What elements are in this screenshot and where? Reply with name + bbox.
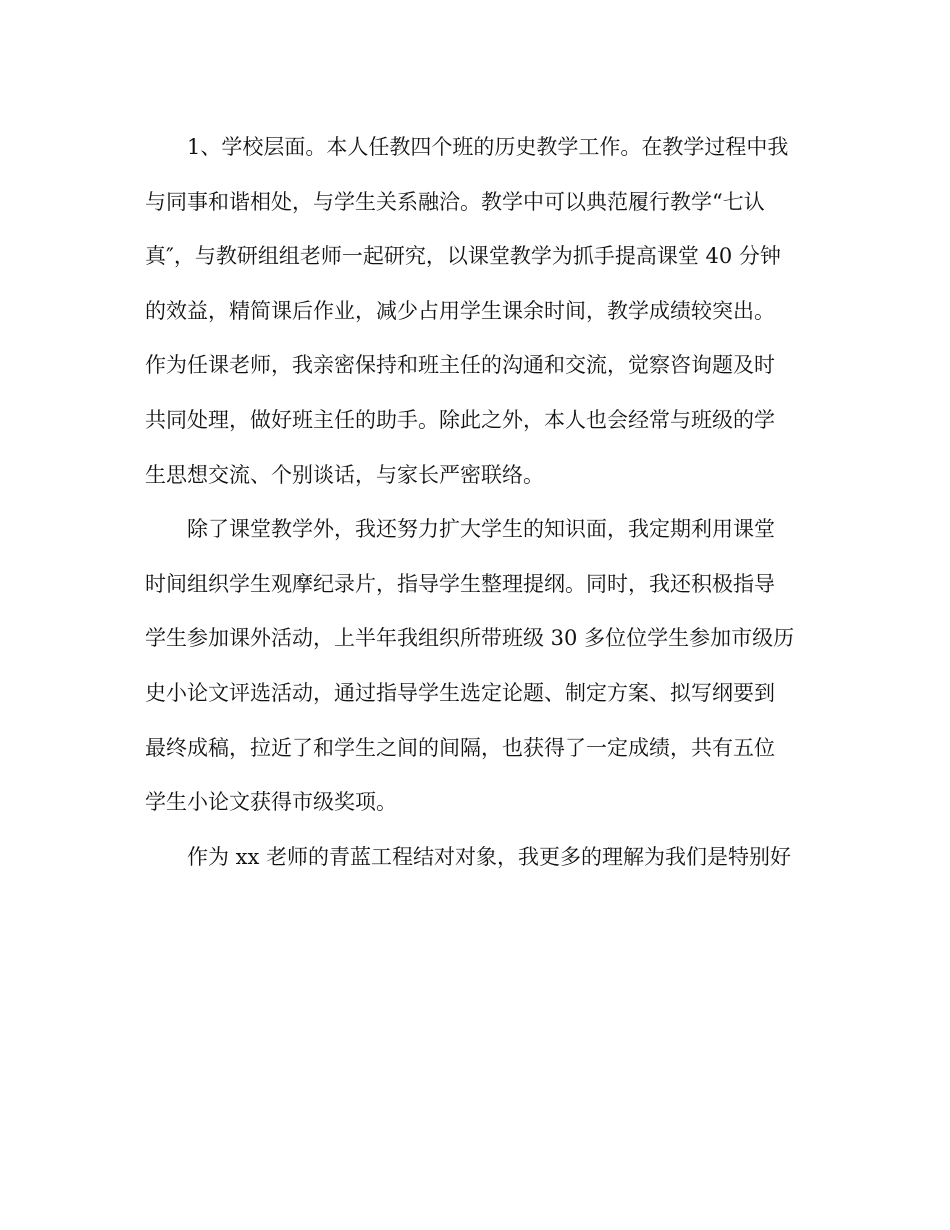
- paragraph-1-line-7: 生思想交流、个别谈话，与家长严密联络。: [145, 462, 544, 487]
- paragraph-2-line-6: 学生小论文获得市级奖项。: [145, 790, 397, 815]
- document-body: [145, 120, 810, 884]
- paragraph-1-line-4: 的效益，精简课后作业，减少占用学生课余时间，教学成绩较突出。: [145, 298, 775, 323]
- paragraph-2-line-4: 史小论文评选活动，通过指导学生选定论题、制定方案、拟写纲要到: [145, 680, 775, 705]
- paragraph-2-line-3: 学生参加课外活动，上半年我组织所带班级 30 多位位学生参加市级历: [145, 626, 795, 651]
- paragraph-2-line-5: 最终成稿，拉近了和学生之间的间隔，也获得了一定成绩，共有五位: [145, 735, 775, 760]
- paragraph-1-line-3: 真″，与教研组组老师一起研究，以课堂教学为抓手提高课堂 40 分钟: [145, 244, 781, 269]
- paragraph-1-line-5: 作为任课老师，我亲密保持和班主任的沟通和交流，觉察咨询题及时: [145, 353, 775, 378]
- paragraph-1-line-2: 与同事和谐相处，与学生关系融洽。教学中可以典范履行教学“七认: [145, 189, 765, 214]
- paragraph-2-line-1: 除了课堂教学外，我还努力扩大学生的知识面，我定期利用课堂: [187, 517, 775, 542]
- paragraph-1-line-1: 1、学校层面。本人任教四个班的历史教学工作。在教学过程中我: [187, 135, 789, 159]
- paragraph-1-line-6: 共同处理，做好班主任的助手。除此之外，本人也会经常与班级的学: [145, 407, 775, 432]
- paragraph-2-line-2: 时间组织学生观摩纪录片，指导学生整理提纲。同时，我还积极指导: [145, 571, 775, 596]
- paragraph-3-line-1: 作为 xx 老师的青蓝工程结对对象，我更多的理解为我们是特别好: [187, 844, 792, 869]
